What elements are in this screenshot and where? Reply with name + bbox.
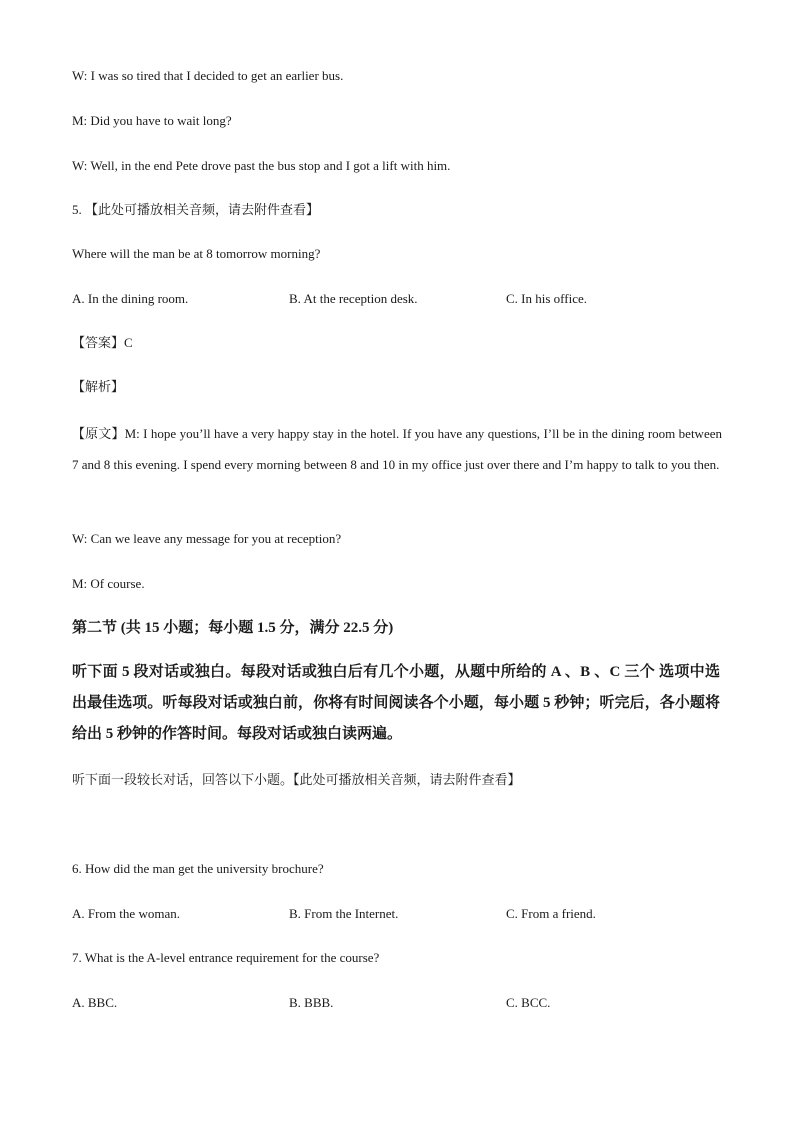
- section-title: 第二节 (共 15 小题；每小题 1.5 分，满分 22.5 分): [72, 620, 394, 636]
- dialogue-line: M: Did you have to wait long?: [72, 113, 232, 128]
- question-7-text: 7. What is the A-level entrance requirement for the course?: [72, 950, 380, 965]
- question-5-label: 5. 【此处可播放相关音频，请去附件查看】: [72, 202, 320, 217]
- dialogue-intro: 听下面一段较长对话，回答以下小题。【此处可播放相关音频，请去附件查看】: [72, 772, 521, 787]
- dialogue-line: W: I was so tired that I decided to get an earlier bus.: [72, 68, 344, 83]
- option-c: C. In his office.: [506, 291, 587, 306]
- option-b: B. From the Internet.: [289, 906, 399, 921]
- option-b: B. BBB.: [289, 995, 334, 1010]
- dialogue-line: W: Can we leave any message for you at reception?: [72, 531, 342, 546]
- option-b: B. At the reception desk.: [289, 291, 418, 306]
- dialogue-line: M: Of course.: [72, 576, 145, 591]
- option-c: C. From a friend.: [506, 906, 596, 921]
- answer-label: 【答案】C: [72, 335, 133, 350]
- analysis-label: 【解析】: [72, 379, 125, 394]
- option-c: C. BCC.: [506, 995, 551, 1010]
- option-a: A. From the woman.: [72, 906, 180, 921]
- question-5-text: Where will the man be at 8 tomorrow morning?: [72, 246, 321, 261]
- option-a: A. BBC.: [72, 995, 118, 1010]
- transcript-paragraph: 【原文】M: I hope you’ll have a very happy stay in the hotel. If you have any questions, I’ll be in the dining room between 7 and 8 this evening. I spend every morning between 8 and 10 in my office just over there and I’m happy to talk to you then.: [72, 426, 722, 472]
- section-instructions: 听下面 5 段对话或独白。每段对话或独白后有几个小题，从题中所给的 A 、B 、C 三个 选项中选出最佳选项。听每段对话或独白前，你将有时间阅读各个小题，每小题 5 秒钟；听完后，各小题将给出 5 秒钟的作答时间。每段对话或独白读两遍。: [72, 664, 720, 742]
- option-a: A. In the dining room.: [72, 291, 189, 306]
- question-6-text: 6. How did the man get the university brochure?: [72, 861, 324, 876]
- dialogue-line: W: Well, in the end Pete drove past the bus stop and I got a lift with him.: [72, 158, 451, 173]
